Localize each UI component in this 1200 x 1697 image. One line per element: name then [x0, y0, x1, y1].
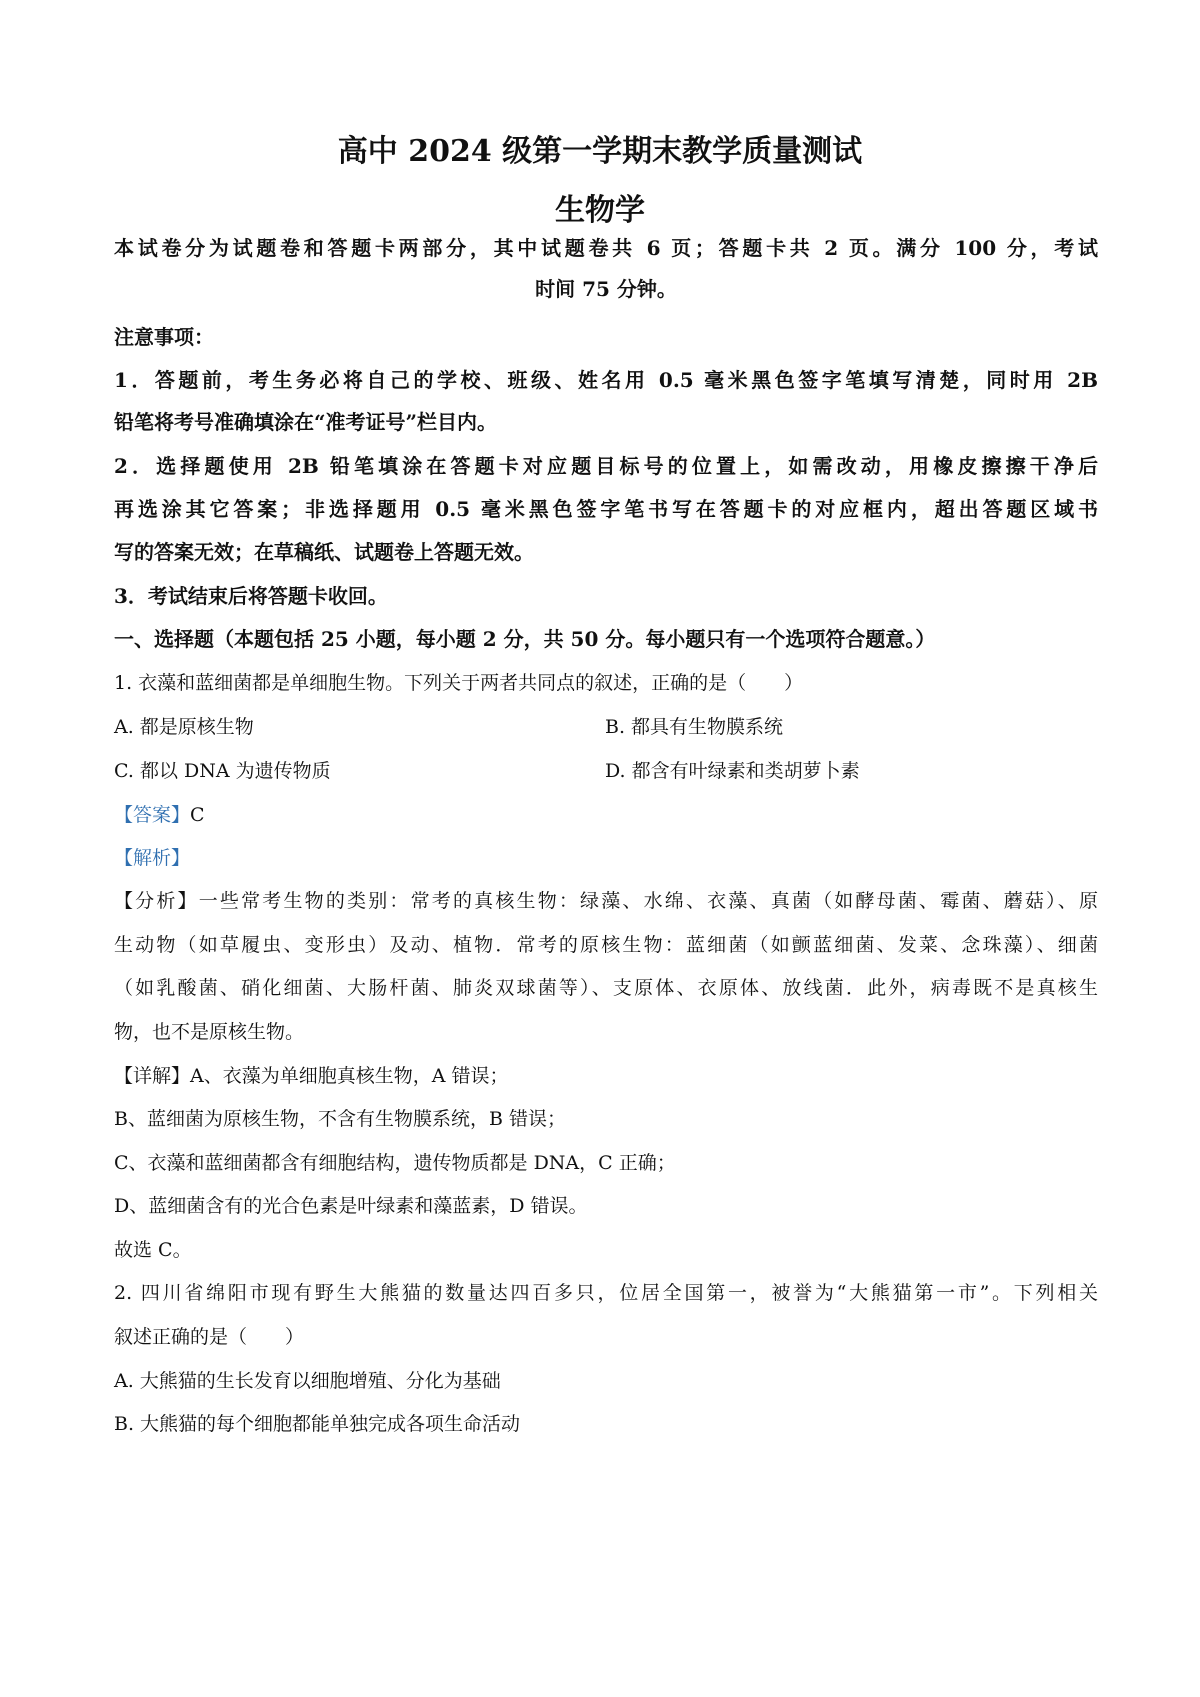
section-1-heading: 一、选择题（本题包括 25 小题，每小题 2 分，共 50 分。每小题只有一个选项符合题意。）: [114, 627, 936, 651]
q1-option-b: B. 都具有生物膜系统: [605, 716, 784, 738]
q1-analysis-tag: 【解析】: [114, 847, 191, 869]
notice-item-1-line-2: 铅笔将考号准确填涂在“准考证号”栏目内。: [114, 410, 498, 434]
notice-item-2-line-1: 2．选择题使用 2B 铅笔填涂在答题卡对应题目标号的位置上，如需改动，用橡皮擦擦干净后: [114, 454, 1098, 478]
intro-line-1: 本试卷分为试题卷和答题卡两部分，其中试题卷共 6 页；答题卡共 2 页。满分 100 分，考试: [114, 236, 1098, 260]
q1-analysis-line-1: 【分析】一些常考生物的类别：常考的真核生物：绿藻、水绵、衣藻、真菌（如酵母菌、霉菌、蘑菇）、原: [114, 890, 1098, 912]
q1-analysis-line-2: 生动物（如草履虫、变形虫）及动、植物．常考的原核生物：蓝细菌（如颤蓝细菌、发菜、念珠藻）、细菌: [114, 934, 1098, 956]
q1-analysis-line-3: （如乳酸菌、硝化细菌、大肠杆菌、肺炎双球菌等）、支原体、衣原体、放线菌．此外，病毒既不是真核生: [114, 977, 1098, 999]
q2-stem-line-2: 叙述正确的是（ ）: [114, 1326, 305, 1348]
q1-option-d: D. 都含有叶绿素和类胡萝卜素: [605, 760, 860, 782]
notice-item-2-line-2: 再选涂其它答案；非选择题用 0.5 毫米黑色签字笔书写在答题卡的对应框内，超出答题区域书: [114, 497, 1098, 521]
q1-option-c: C. 都以 DNA 为遗传物质: [114, 760, 331, 782]
q2-option-b: B. 大熊猫的每个细胞都能单独完成各项生命活动: [114, 1413, 521, 1435]
q1-detail-d: D、蓝细菌含有的光合色素是叶绿素和藻蓝素，D 错误。: [114, 1195, 588, 1217]
q2-option-a: A. 大熊猫的生长发育以细胞增殖、分化为基础: [114, 1370, 501, 1392]
notice-item-2-line-3: 写的答案无效；在草稿纸、试题卷上答题无效。: [114, 540, 534, 564]
q2-stem-line-1: 2. 四川省绵阳市现有野生大熊猫的数量达四百多只，位居全国第一，被誉为“大熊猫第一市”。下列相关: [114, 1282, 1098, 1304]
intro-line-2: 时间 75 分钟。: [535, 277, 677, 301]
q1-detail-a: 【详解】A、衣藻为单细胞真核生物，A 错误；: [114, 1065, 509, 1087]
q1-conclusion: 故选 C。: [114, 1239, 192, 1261]
q1-answer: [114, 800, 1098, 827]
q1-stem: 1. 衣藻和蓝细菌都是单细胞生物。下列关于两者共同点的叙述，正确的是（ ）: [114, 672, 804, 694]
q1-detail-b: B、蓝细菌为原核生物，不含有生物膜系统，B 错误；: [114, 1108, 566, 1130]
q1-option-a: A. 都是原核生物: [114, 716, 254, 738]
q1-detail-c: C、衣藻和蓝细菌都含有细胞结构，遗传物质都是 DNA，C 正确；: [114, 1152, 676, 1174]
notice-heading: 注意事项：: [114, 325, 214, 349]
exam-subject: 生物学: [555, 193, 645, 228]
notice-item-3: 3．考试结束后将答题卡收回。: [114, 584, 388, 608]
notice-item-1-line-1: 1．答题前，考生务必将自己的学校、班级、姓名用 0.5 毫米黑色签字笔填写清楚，同时用 2B: [114, 368, 1098, 392]
answer-value: C: [190, 804, 205, 826]
q1-analysis-line-4: 物，也不是原核生物。: [114, 1021, 305, 1043]
exam-title: 高中 2024 级第一学期末教学质量测试: [337, 134, 863, 169]
answer-tag: 【答案】: [114, 804, 191, 826]
